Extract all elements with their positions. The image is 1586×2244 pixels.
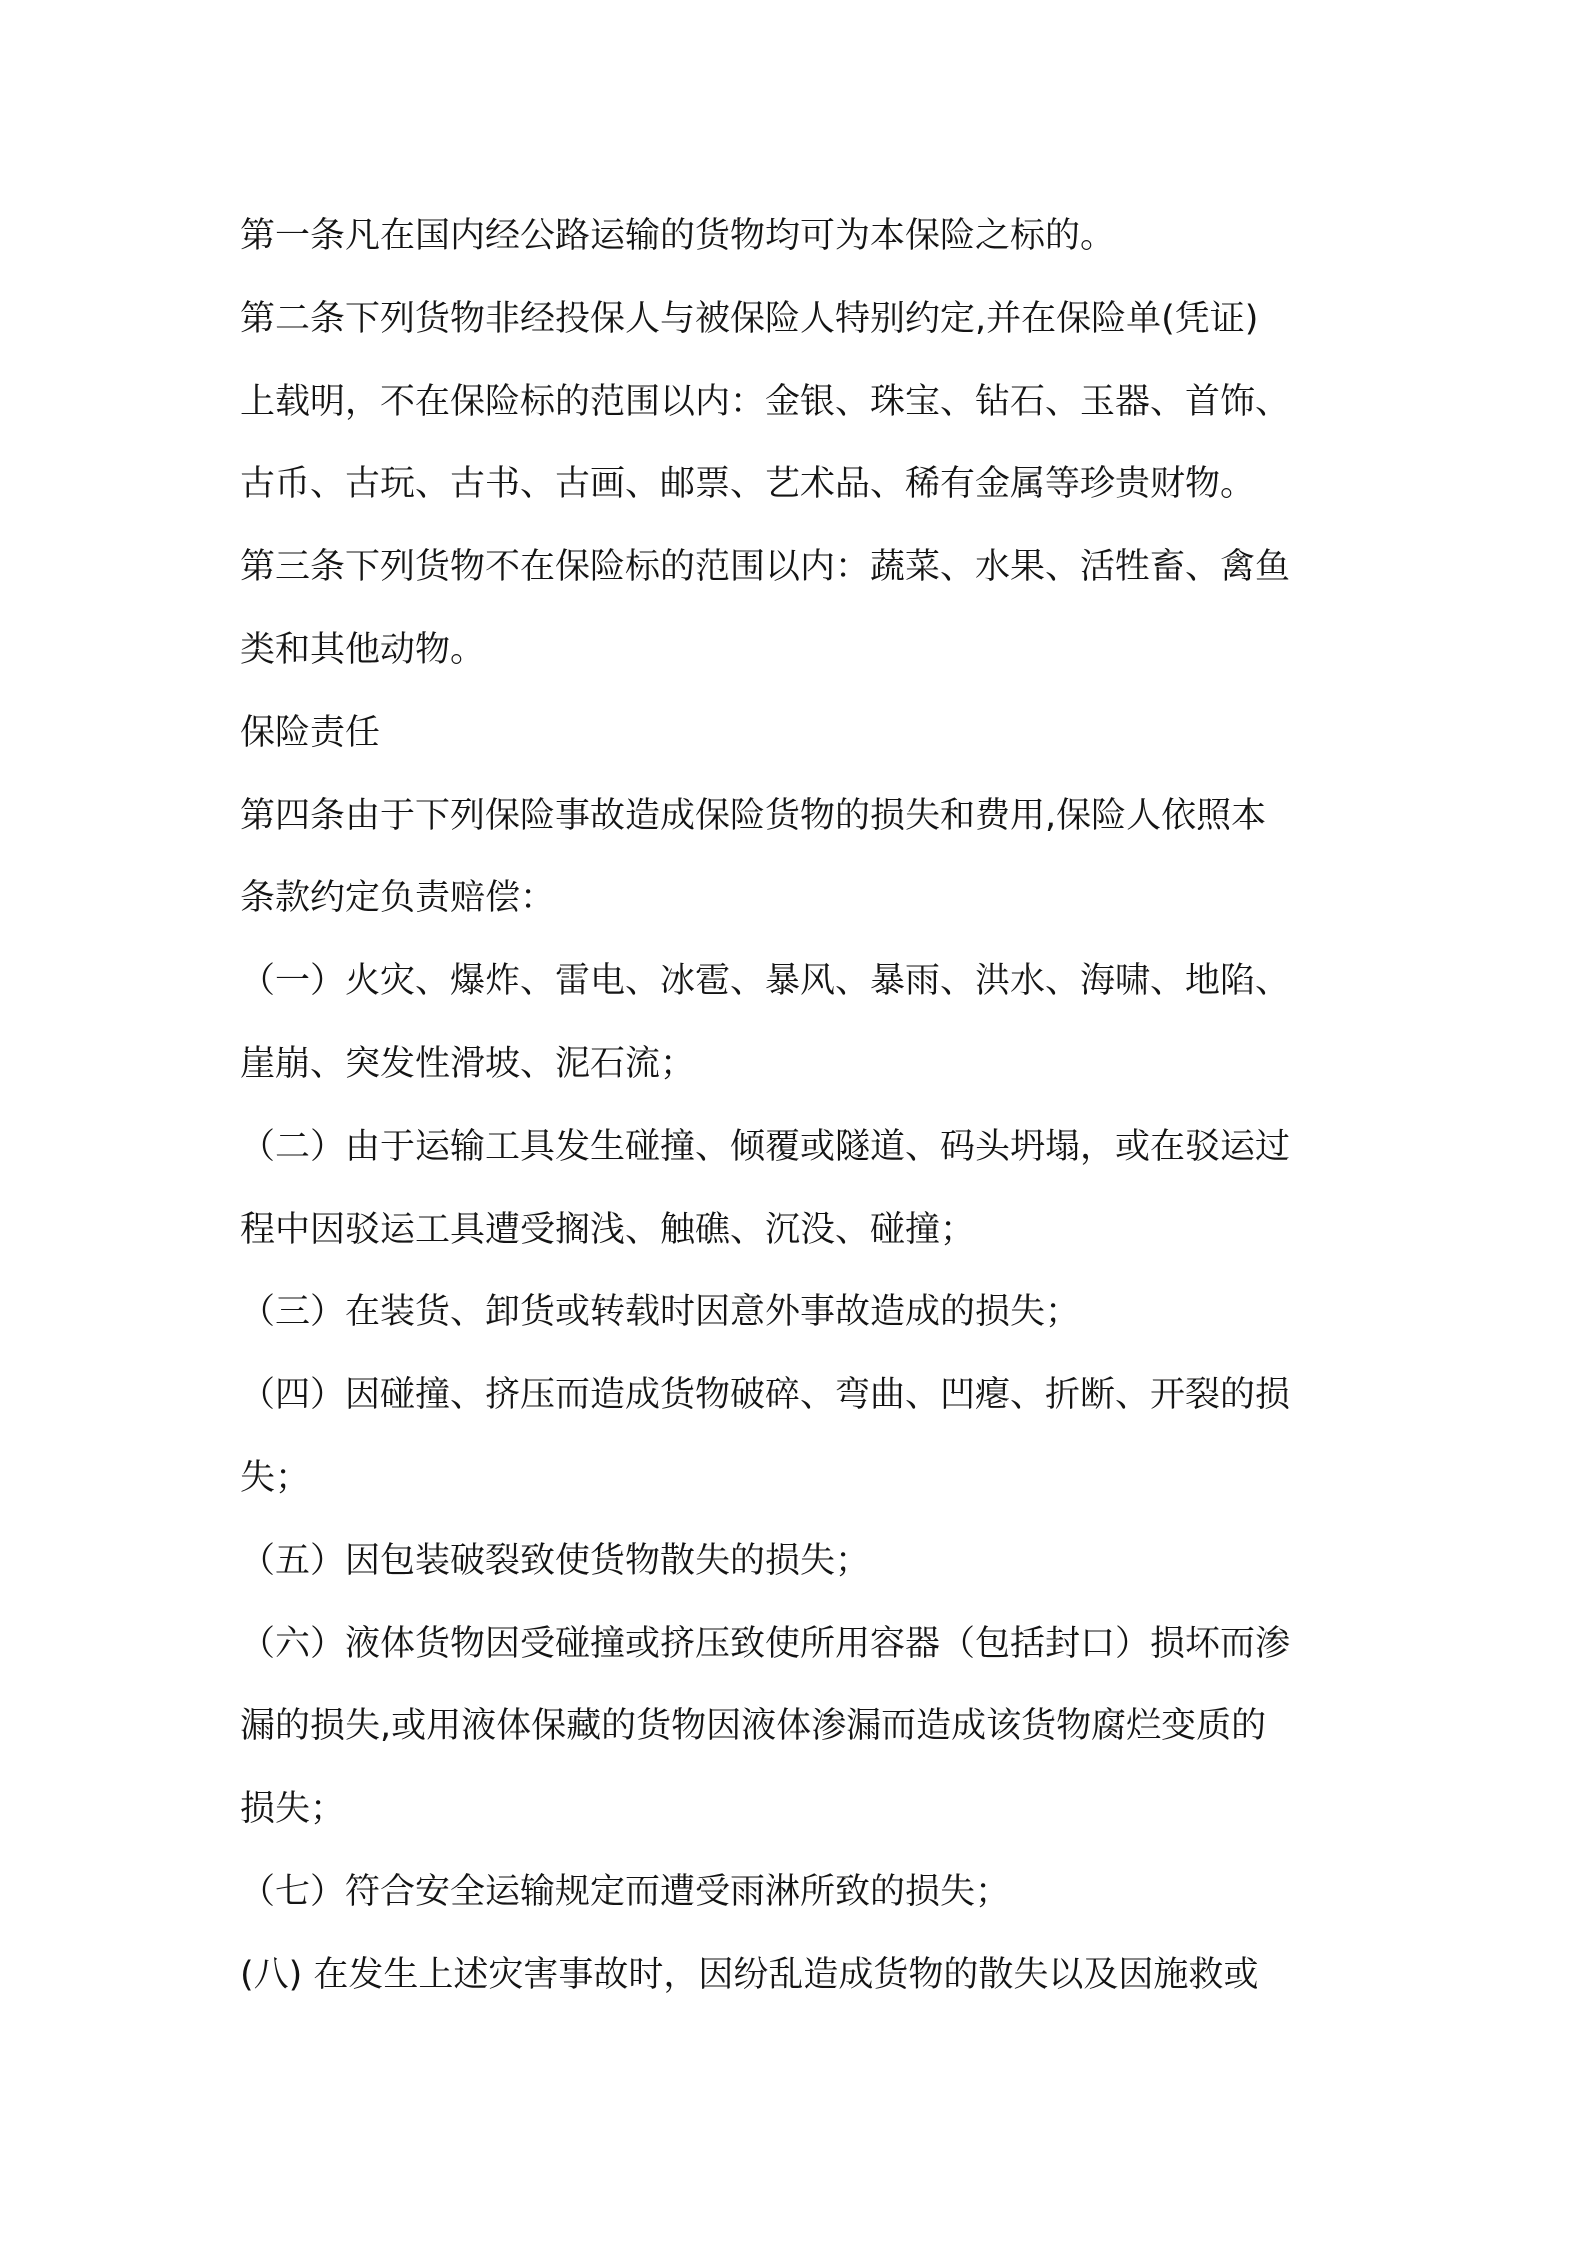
text-line: 上载明，不在保险标的范围以内：金银、珠宝、钻石、玉器、首饰、	[240, 381, 1291, 422]
text-line: （四）因碰撞、挤压而造成货物破碎、弯曲、凹瘪、折断、开裂的损	[240, 1375, 1291, 1416]
text-line: 第一条凡在国内经公路运输的货物均可为本保险之标的。	[240, 216, 1116, 256]
text-line: 程中因驳运工具遭受搁浅、触礁、沉没、碰撞；	[240, 1209, 976, 1250]
text-line: 古币、古玩、古书、古画、邮票、艺术品、稀有金属等珍贵财物。	[240, 464, 1256, 505]
text-line: 第四条由于下列保险事故造成保险货物的损失和费用,保险人依照本	[240, 795, 1267, 836]
text-line: 失；	[240, 1457, 311, 1498]
section-heading: 保险责任	[240, 712, 381, 753]
text-line: 条款约定负责赔偿：	[240, 878, 556, 919]
text-line: 第三条下列货物不在保险标的范围以内：蔬菜、水果、活牲畜、禽鱼	[240, 547, 1291, 588]
text-line: 第二条下列货物非经投保人与被保险人特别约定,并在保险单(凭证)	[240, 298, 1259, 339]
text-line: 崖崩、突发性滑坡、泥石流；	[240, 1043, 696, 1084]
text-line: （五）因包装破裂致使货物散失的损失；	[240, 1540, 871, 1581]
text-line: （三）在装货、卸货或转载时因意外事故造成的损失；	[240, 1292, 1081, 1333]
text-line: 类和其他动物。	[240, 629, 486, 670]
text-line: （二）由于运输工具发生碰撞、倾覆或隧道、码头坍塌，或在驳运过	[240, 1126, 1291, 1167]
text-line: 漏的损失,或用液体保藏的货物因液体渗漏而造成该货物腐烂变质的	[240, 1706, 1267, 1747]
document-body	[240, 195, 1355, 2017]
text-line: （六）液体货物因受碰撞或挤压致使所用容器（包括封口）损坏而渗	[240, 1623, 1291, 1664]
text-line: （七）符合安全运输规定而遭受雨淋所致的损失；	[240, 1871, 1011, 1912]
text-line: 损失；	[240, 1789, 346, 1830]
text-line: （一）火灾、爆炸、雷电、冰雹、暴风、暴雨、洪水、海啸、地陷、	[240, 961, 1291, 1002]
text-line: (八) 在发生上述灾害事故时，因纷乱造成货物的散失以及因施救或	[240, 1954, 1259, 1995]
